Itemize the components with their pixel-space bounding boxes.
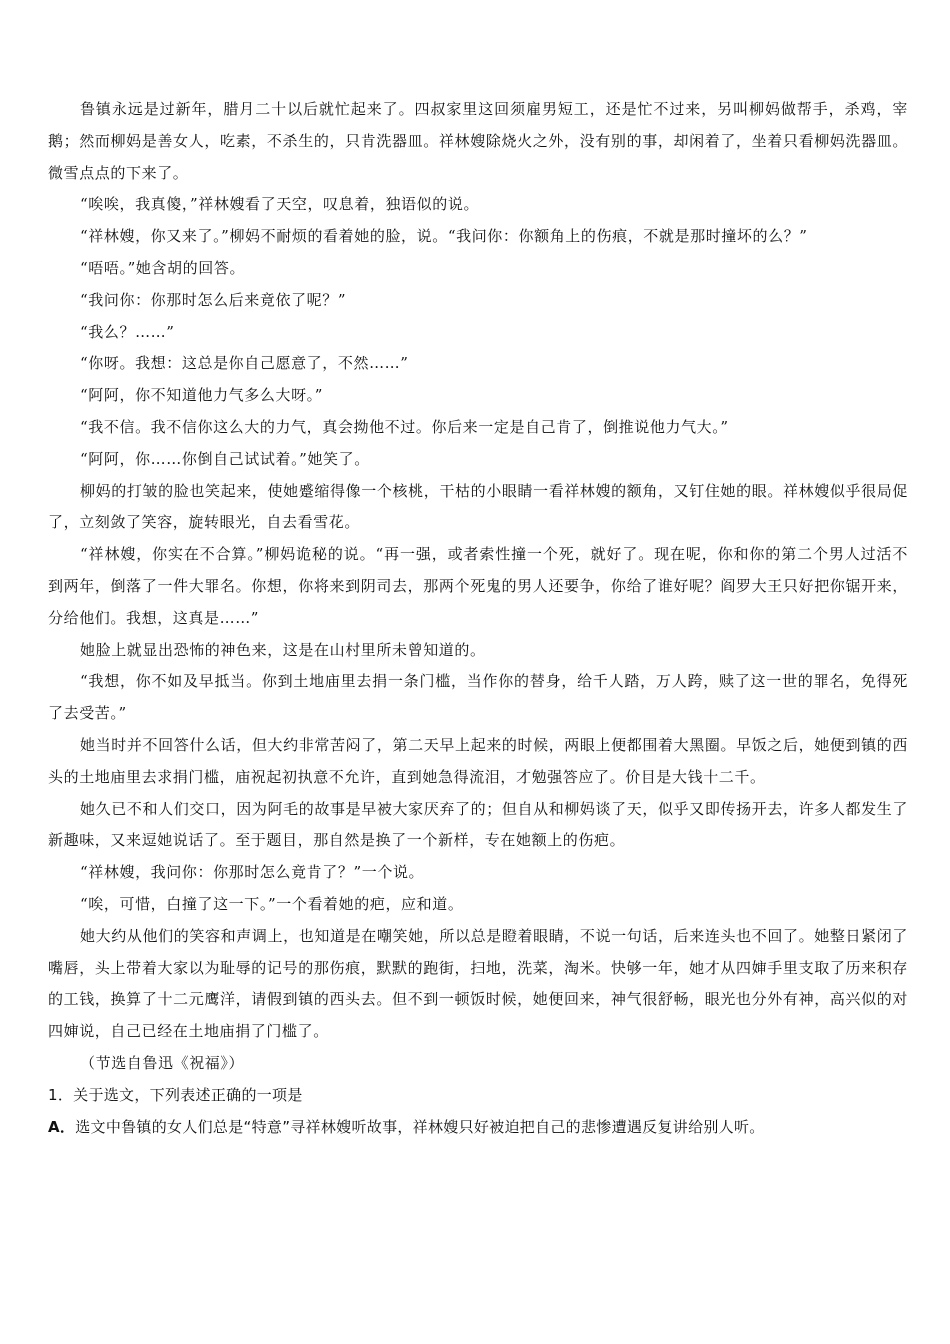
paragraph: “我么？……” xyxy=(80,322,175,341)
paragraph: 她大约从他们的笑容和声调上，也知道是在嘲笑她，所以总是瞪着眼睛，不说一句话，后来连头也不回了。她整日紧闭了嘴唇，头上带着大家以为耻辱的记号的那伤痕，默默的跑街，扫地，洗菜，淘米。快够一年，她才从四婶手里支取了历来积存的工钱，换算了十二元鹰洋，请假到镇的西头去。但不到一顿饭时候，她便回来，神气很舒畅，眼光也分外有神，高兴似的对四婶说，自己已经在土地庙捐了门槛了。 xyxy=(48,926,908,1041)
paragraph: “唉，可惜，白撞了这一下。”一个看着她的疤，应和道。 xyxy=(80,894,464,913)
question-text: 关于选文，下列表述正确的一项是 xyxy=(73,1085,303,1104)
paragraph: 柳妈的打皱的脸也笑起来，使她蹙缩得像一个核桃，干枯的小眼睛一看祥林嫂的额角，又钉住她的眼。祥林嫂似乎很局促了，立刻敛了笑容，旋转眼光，自去看雪花。 xyxy=(48,481,908,532)
paragraph: 她脸上就显出恐怖的神色来，这是在山村里所未曾知道的。 xyxy=(80,640,486,659)
paragraph: 她当时并不回答什么话，但大约非常苦闷了，第二天早上起来的时候，两眼上便都围着大黑圈。早饭之后，她便到镇的西头的土地庙里去求捐门槛，庙祝起初执意不允许，直到她急得流泪，才勉强答应了。价目是大钱十二千。 xyxy=(48,735,908,786)
paragraph: “祥林嫂，你又来了。”柳妈不耐烦的看着她的脸，说。“我问你：你额角上的伤痕，不就是那时撞坏的么？” xyxy=(80,227,808,246)
paragraph: “唉唉，我真傻，”祥林嫂看了天空，叹息着，独语似的说。 xyxy=(80,195,480,214)
source-citation: （节选自鲁迅《祝福》） xyxy=(80,1053,245,1072)
paragraph: “祥林嫂，我问你：你那时怎么竟肯了？”一个说。 xyxy=(80,863,425,882)
question-block xyxy=(48,1080,908,1144)
paragraph: “你呀。我想：这总是你自己愿意了，不然……” xyxy=(80,354,409,373)
paragraph: “阿阿，你不知道他力气多么大呀。” xyxy=(80,386,324,405)
paragraph: “我问你：你那时怎么后来竟依了呢？” xyxy=(80,290,347,309)
paragraph: “阿阿，你……你倒自己试试着。”她笑了。 xyxy=(80,449,370,468)
option-text: 选文中鲁镇的女人们总是“特意”寻祥林嫂听故事，祥林嫂只好被迫把自己的悲惨遭遇反复讲给别人听。 xyxy=(75,1117,765,1136)
option-letter: A． xyxy=(48,1117,76,1136)
paragraph: “我想，你不如及早抵当。你到土地庙里去捐一条门槛，当作你的替身，给千人踏，万人跨，赎了这一世的罪名，免得死了去受苦。” xyxy=(48,672,908,723)
question-number: 1． xyxy=(48,1085,74,1104)
question-stem xyxy=(48,1080,908,1112)
paragraph: “祥林嫂，你实在不合算。”柳妈诡秘的说。“再一强，或者索性撞一个死，就好了。现在呢，你和你的第二个男人过活不到两年，倒落了一件大罪名。你想，你将来到阴司去，那两个死鬼的男人还要争，你给了谁好呢？阎罗大王只好把你锯开来，分给他们。我想，这真是……” xyxy=(48,545,908,627)
paragraph: “唔唔。”她含胡的回答。 xyxy=(80,258,246,277)
paragraph: 她久已不和人们交口，因为阿毛的故事是早被大家厌弃了的；但自从和柳妈谈了天，似乎又即传扬开去，许多人都发生了新趣味，又来逗她说话了。至于题目，那自然是换了一个新样，专在她额上的伤疤。 xyxy=(48,799,908,850)
paragraph: 鲁镇永远是过新年，腊月二十以后就忙起来了。四叔家里这回须雇男短工，还是忙不过来，另叫柳妈做帮手，杀鸡，宰鹅；然而柳妈是善女人，吃素，不杀生的，只肯洗器皿。祥林嫂除烧火之外，没有别的事，却闲着了，坐着只看柳妈洗器皿。微雪点点的下来了。 xyxy=(48,100,908,182)
paragraph: “我不信。我不信你这么大的力气，真会拗他不过。你后来一定是自己肯了，倒推说他力气大。” xyxy=(80,417,729,436)
passage xyxy=(48,94,908,1048)
option-a xyxy=(48,1112,908,1144)
